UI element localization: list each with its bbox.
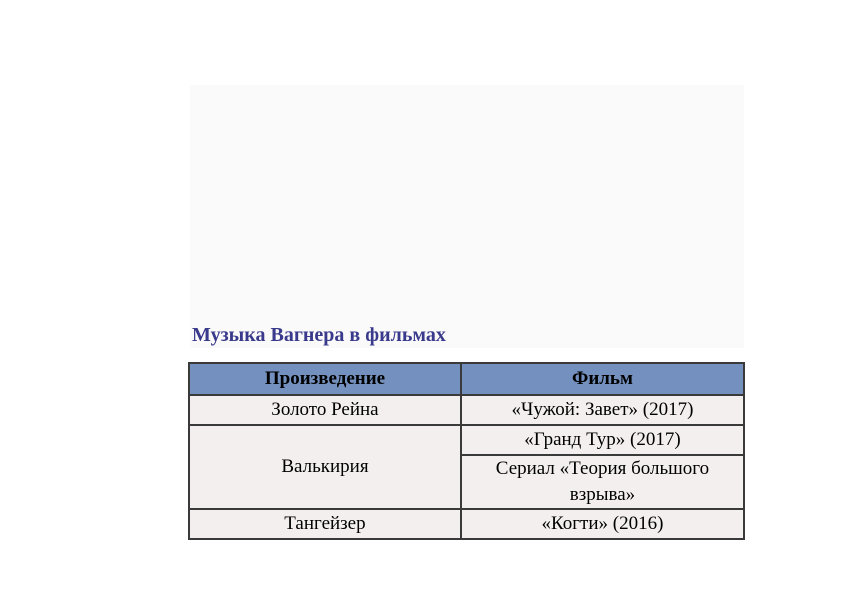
table-header-row	[189, 363, 744, 395]
header-work: Произведение	[189, 363, 461, 395]
work-cell: Тангейзер	[189, 509, 461, 539]
work-cell: Валькирия	[189, 425, 461, 509]
slide-title: Музыка Вагнера в фильмах	[192, 324, 446, 346]
film-cell: «Чужой: Завет» (2017)	[461, 395, 744, 425]
content-panel	[190, 85, 744, 348]
table-row	[189, 425, 744, 455]
film-cell: «Когти» (2016)	[461, 509, 744, 539]
film-cell: «Гранд Тур» (2017)	[461, 425, 744, 455]
work-cell: Золото Рейна	[189, 395, 461, 425]
wagner-films-table	[188, 362, 745, 540]
header-film: Фильм	[461, 363, 744, 395]
table-row	[189, 509, 744, 539]
table-row	[189, 395, 744, 425]
film-cell: Сериал «Теория большого взрыва»	[461, 455, 744, 509]
